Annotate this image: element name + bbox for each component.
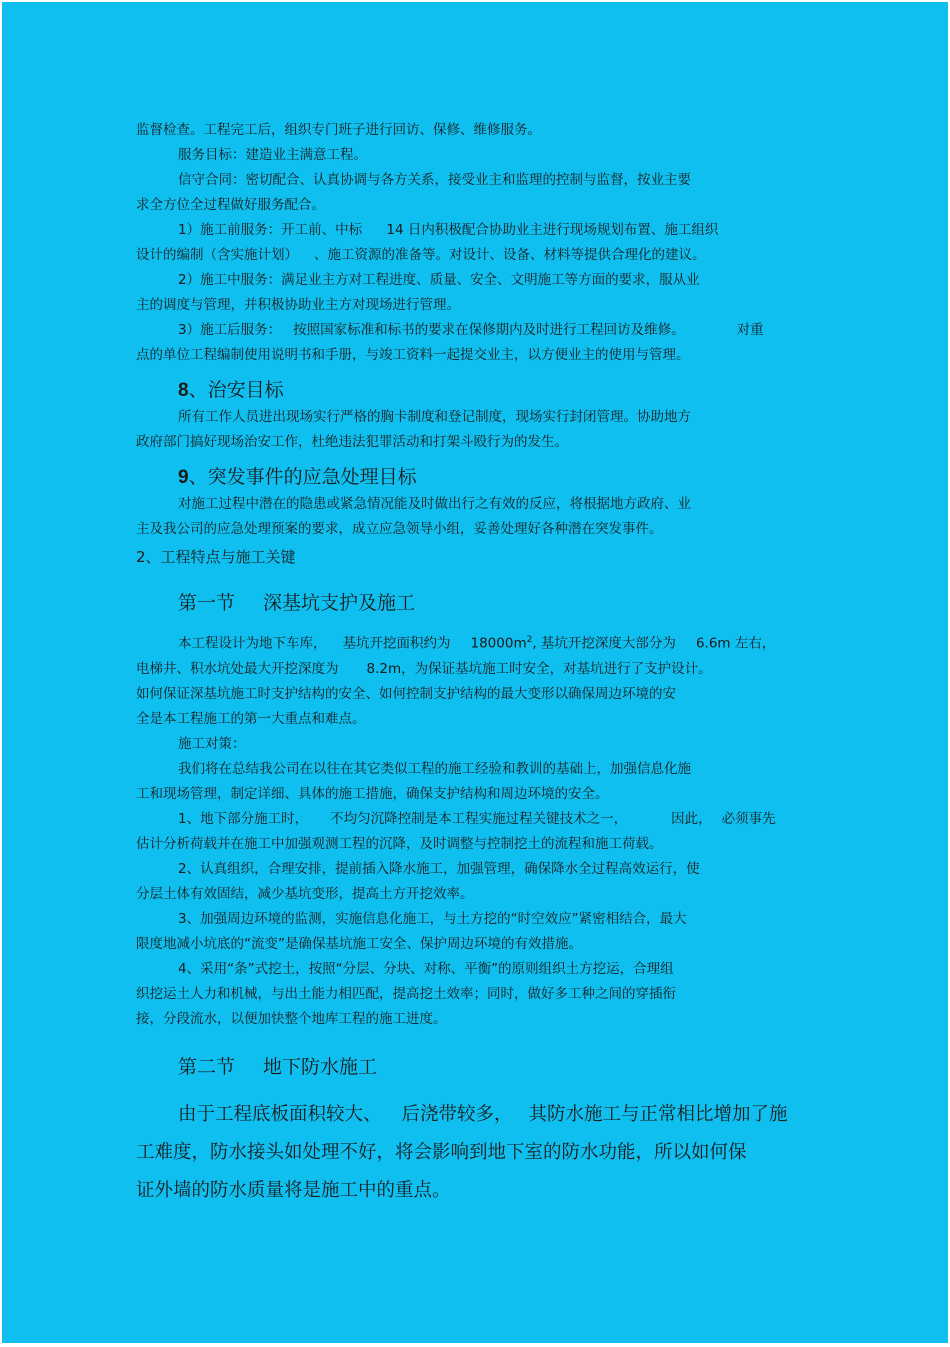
paragraph-emergency <box>136 492 826 517</box>
heading-title: 、治安目标 <box>188 379 284 401</box>
paragraph-waterproofing-cont-2 <box>136 1172 826 1210</box>
text-line: 设计的编制（含实施计划） <box>136 247 298 263</box>
text-line: 政府部门搞好现场治安工作，杜绝违法犯罪活动和打架斗殴行为的发生。 <box>136 434 568 450</box>
paragraph-post-service <box>136 318 826 343</box>
text-line: 18000m <box>470 635 527 652</box>
section-title: 深基坑支护及施工 <box>263 592 416 614</box>
text-line: 服务目标：建造业主满意工程。 <box>178 147 367 163</box>
heading-security-goal <box>178 376 826 405</box>
text-line: 监督检查。工程完工后，组织专门班子进行回访、保修、维修服务。 <box>136 122 541 138</box>
list-item-2 <box>136 857 826 882</box>
paragraph-countermeasures <box>136 757 826 782</box>
text-line: 点的单位工程编制使用说明书和手册，与竣工资料一起提交业主，以方便业主的使用与管理。 <box>136 347 690 363</box>
superscript: 2 <box>526 635 533 645</box>
list-item-4-cont <box>136 982 826 1007</box>
text-line: 由于工程底板面积较大、 <box>178 1103 382 1125</box>
text-line: 因此， <box>671 810 712 827</box>
list-item-4 <box>136 957 826 982</box>
heading-emergency-goal <box>178 463 826 492</box>
text-line: 本工程设计为地下车库， <box>178 635 327 652</box>
text-line: 2）施工中服务：满足业主方对工程进度、质量、安全、文明施工等方面的要求，服从业 <box>178 272 700 288</box>
paragraph-waterproofing-cont <box>136 1134 826 1172</box>
list-item-3 <box>136 907 826 932</box>
text-line: 估计分析荷载并在施工中加强观测工程的沉降，及时调整与控制挖土的流程和施工荷载。 <box>136 835 663 852</box>
text-line: 1）施工前服务：开工前、中标 <box>178 222 367 238</box>
text-line: 3）施工后服务： <box>178 322 282 338</box>
heading-number: 9 <box>178 467 189 488</box>
paragraph-emergency-cont <box>136 517 826 542</box>
paragraph-pre-service-cont <box>136 243 826 268</box>
heading-number: 8 <box>178 380 189 401</box>
section-label: 第二节 <box>178 1055 236 1078</box>
paragraph-waterproofing <box>136 1096 826 1134</box>
document-page <box>2 2 948 1343</box>
section-label: 第一节 <box>178 592 236 614</box>
text-line: 3、加强周边环境的监测，实施信息化施工，与土方挖的“时空效应”紧密相结合，最大 <box>178 910 687 927</box>
text-line: 我们将在总结我公司在以往在其它类似工程的施工经验和教训的基础上，加强信息化施 <box>178 760 691 777</box>
text-line: 电梯井、积水坑处最大开挖深度为 <box>136 660 339 677</box>
section-title: 地下防水施工 <box>263 1055 378 1078</box>
paragraph-post-service-cont <box>136 343 826 368</box>
section-title-deep-pit <box>178 588 826 618</box>
text-line: 接，分段流水，以便加快整个地库工程的施工进度。 <box>136 1010 447 1027</box>
text-line: , 基坑开挖深度大部分为 <box>532 635 676 652</box>
text-line: 主及我公司的应急处理预案的要求，成立应急领导小组，妥善处理好各种潜在突发事件。 <box>136 521 663 537</box>
paragraph-security-cont <box>136 430 826 455</box>
paragraph-mid-service <box>136 268 826 293</box>
paragraph-inspection <box>136 118 826 143</box>
text-line: 分层土体有效固结，减少基坑变形，提高土方开挖效率。 <box>136 885 474 902</box>
heading-title: 、突发事件的应急处理目标 <box>188 466 417 488</box>
text-line: 所有工作人员进出现场实行严格的胸卡制度和登记制度，现场实行封闭管理。协助地方 <box>178 409 691 425</box>
paragraph-pit-intro-3 <box>136 682 826 707</box>
text-line: 6.6m 左右， <box>695 635 776 652</box>
text-line: 织挖运土人力和机械，与出土能力相匹配，提高挖土效率；同时，做好多工种之间的穿插衔 <box>136 985 676 1002</box>
text-line: 工和现场管理，制定详细、具体的施工措施，确保支护结构和周边环境的安全。 <box>136 785 609 802</box>
text-line: 对重 <box>736 322 764 338</box>
text-line: 限度地减小坑底的“流变”是确保基坑施工安全、保护周边环境的有效措施。 <box>136 935 582 952</box>
list-item-1-cont <box>136 832 826 857</box>
list-item-3-cont <box>136 932 826 957</box>
text-line: 基坑开挖面积约为 <box>342 635 451 652</box>
paragraph-countermeasures-label <box>136 732 826 757</box>
paragraph-pre-service <box>136 218 826 243</box>
paragraph-service-goal <box>136 143 826 168</box>
text-line: 施工对策： <box>178 735 246 752</box>
text-line: 按照国家标准和标书的要求在保修期内及时进行工程回访及维修。 <box>293 322 685 338</box>
text-line: 全是本工程施工的第一大重点和难点。 <box>136 710 366 727</box>
document-body <box>136 118 826 1210</box>
text-line: 证外墙的防水质量将是施工中的重点。 <box>136 1179 451 1201</box>
list-item-1 <box>136 807 826 832</box>
text-line: 求全方位全过程做好服务配合。 <box>136 197 325 213</box>
text-line: 主的调度与管理，并积极协助业主方对现场进行管理。 <box>136 297 460 313</box>
text-line: 、施工资源的准备等。对设计、设备、材料等提供合理化的建议。 <box>314 247 706 263</box>
text-line: 14 日内积极配合协助业主进行现场规划布置、施工组织 <box>386 222 719 238</box>
heading-project-features: 2、工程特点与施工关键 <box>136 548 296 566</box>
text-line: 必须事先 <box>721 810 776 827</box>
paragraph-pit-intro-2 <box>136 657 826 682</box>
list-item-4-cont-2 <box>136 1007 826 1032</box>
text-line: 2、认真组织，合理安排，提前插入降水施工，加强管理，确保降水全过程高效运行，使 <box>178 860 700 877</box>
paragraph-countermeasures-cont <box>136 782 826 807</box>
text-line: 1、地下部分施工时， <box>178 810 309 827</box>
text-line: 8.2m，为保证基坑施工时安全，对基坑进行了支护设计。 <box>366 660 712 677</box>
list-item-2-cont <box>136 882 826 907</box>
paragraph-mid-service-cont <box>136 293 826 318</box>
section-title-waterproofing <box>178 1052 826 1082</box>
text-line: 不均匀沉降控制是本工程实施过程关键技术之一， <box>330 810 628 827</box>
paragraph-pit-intro <box>136 628 826 657</box>
paragraph-contract <box>136 168 826 193</box>
text-line: 对施工过程中潜在的隐患或紧急情况能及时做出行之有效的反应，将根据地方政府、业 <box>178 496 691 512</box>
text-line: 工难度，防水接头如处理不好，将会影响到地下室的防水功能，所以如何保 <box>136 1141 747 1163</box>
text-line: 其防水施工与正常相比增加了施 <box>528 1103 788 1125</box>
text-line: 信守合同：密切配合、认真协调与各方关系，接受业主和监理的控制与监督，按业主要 <box>178 172 691 188</box>
text-line: 如何保证深基坑施工时支护结构的安全、如何控制支护结构的最大变形以确保周边环境的安 <box>136 685 676 702</box>
paragraph-pit-intro-4 <box>136 707 826 732</box>
text-line: 4、采用“条”式挖土，按照“分层、分块、对称、平衡”的原则组织土方挖运，合理组 <box>178 960 674 977</box>
paragraph-contract-cont <box>136 193 826 218</box>
paragraph-security <box>136 405 826 430</box>
text-line: 后浇带较多， <box>401 1103 513 1125</box>
